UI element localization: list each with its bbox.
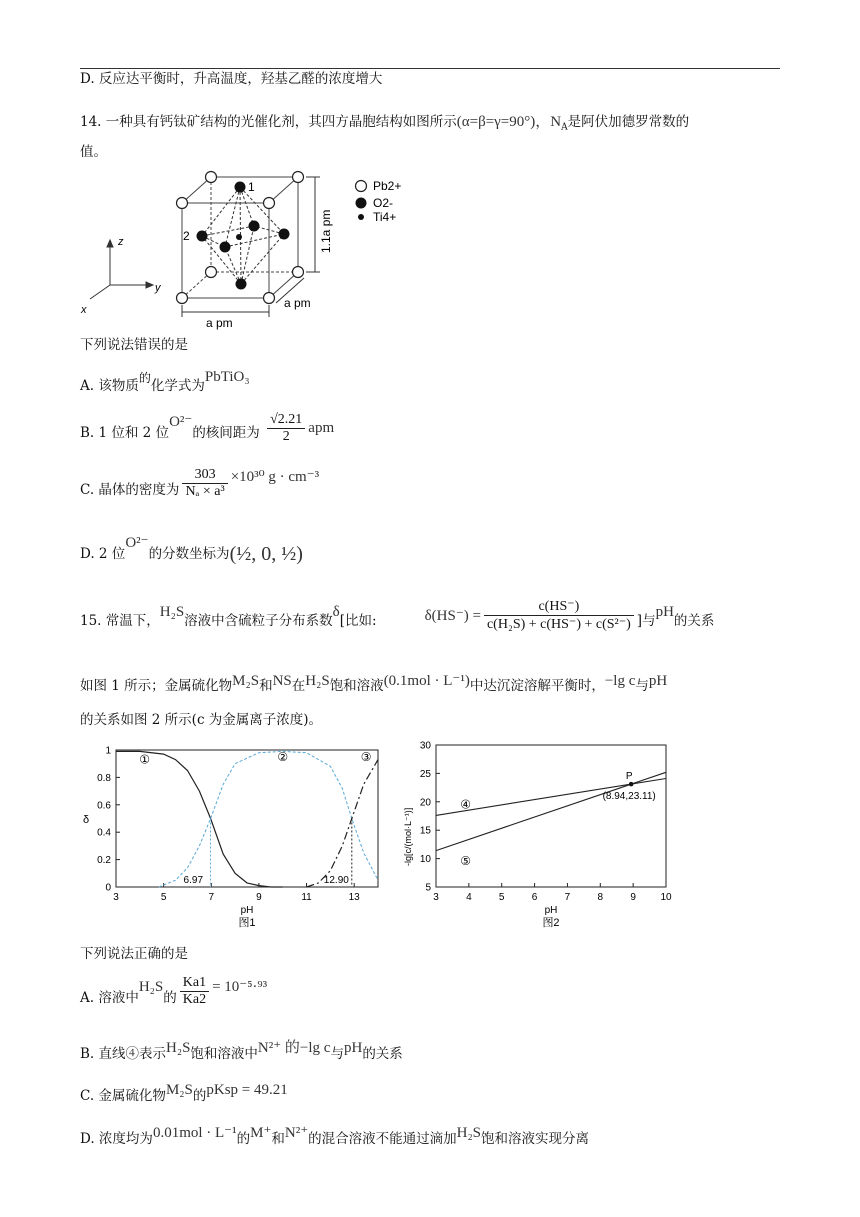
- o-atom: [197, 231, 208, 242]
- y-axis-label: δ: [83, 814, 90, 826]
- q15-prompt: 下列说法正确的是: [80, 946, 188, 962]
- x-tick-label: 11: [301, 892, 312, 903]
- x-tick-label: 13: [348, 892, 360, 903]
- pb-atom: [177, 198, 188, 209]
- delta-fraction: $\frac{c(HS^-)}{\text{c(H₂S) + c(HS⁻) + c(S²⁻)}}$: [484, 598, 634, 633]
- dim-height: 1.1a pm: [319, 209, 333, 253]
- formula: PbTiO₃: [204, 369, 250, 385]
- label-2: 2: [183, 229, 190, 243]
- chart-caption: 图1: [238, 917, 256, 929]
- o-atom: [236, 279, 247, 290]
- pb-atom: [264, 198, 275, 209]
- x-tick-label: 9: [630, 892, 636, 903]
- pb-atom: [264, 293, 275, 304]
- distance-fraction: $\frac{√2.21}{2}$: [267, 412, 305, 445]
- q14-option-d: D. 2 位O²⁻的分数坐标为(½, 0, ½): [80, 535, 303, 565]
- pb-atom: [206, 172, 217, 183]
- y-tick-label: 30: [419, 740, 431, 752]
- point-p-coord: (8.94,23.11): [602, 791, 656, 803]
- chart-figure-1: [78, 738, 388, 936]
- x-axis-label: pH: [544, 905, 558, 916]
- q14-angles: (α=β=γ=90°)，: [456, 114, 551, 130]
- point-p-label: P: [625, 771, 633, 783]
- annotation-6-97: 6.97: [183, 875, 204, 886]
- x-tick-label: 3: [433, 892, 439, 903]
- series-line: [116, 751, 283, 887]
- series-label: ②: [277, 749, 289, 764]
- pb-atom: [293, 267, 304, 278]
- y-tick-label: 0.4: [97, 827, 111, 839]
- x-tick-label: 10: [660, 892, 672, 903]
- q14-option-a: A. 该物质的化学式为PbTiO₃: [80, 369, 250, 394]
- q14-option-c: C. 晶体的密度为 $\frac{303}{\text{Nₐ × a³}}$ ×10³⁰ g · cm⁻³: [80, 467, 320, 499]
- q15-stem-line3: 的关系如图 2 所示(c 为金属离子浓度)。: [80, 712, 323, 728]
- y-tick-label: 0.8: [97, 772, 111, 784]
- q15-stem: 15. 常温下，H₂S溶液中含硫粒子分布系数δ[比如: δ(HS⁻) = $\frac{c(HS^-)}{\text{c(H₂S) + c(HS⁻) + c(S²⁻)}}$ ]与pH的关系: [80, 599, 715, 632]
- ti-atom: [236, 234, 242, 240]
- o-atom: [279, 229, 290, 240]
- y-axis-label: -lg[c/(mol·L⁻¹)]: [403, 807, 413, 866]
- o-atom: [235, 182, 246, 193]
- x-tick-label: 9: [256, 892, 262, 903]
- q15-option-c: C. 金属硫化物M₂S的pKsp = 49.21: [80, 1082, 288, 1104]
- annotation-12-90: 12.90: [323, 875, 349, 886]
- series-label: ④: [460, 797, 471, 812]
- series-label: ①: [139, 752, 150, 767]
- series-label: ③: [360, 749, 372, 764]
- y-tick-label: 5: [425, 882, 431, 894]
- pb-atom: [177, 293, 188, 304]
- x-axis-label: pH: [240, 905, 254, 916]
- dim-width: a pm: [206, 316, 233, 330]
- chart-figure-2: [398, 738, 688, 936]
- q15-option-a: A. 溶液中H₂S的 $\frac{Ka1}{Ka2}$ = 10⁻⁵·⁹³: [80, 975, 268, 1007]
- y-tick-label: 10: [419, 854, 431, 866]
- fractional-coord: (½, 0, ½): [229, 543, 303, 565]
- axis-y: y: [155, 282, 161, 294]
- x-tick-label: 5: [160, 892, 167, 903]
- plot-frame: [116, 750, 378, 887]
- label-1: 1: [248, 180, 255, 194]
- legend-pb: Pb2+: [373, 179, 402, 193]
- x-tick-label: 6: [531, 892, 538, 903]
- y-tick-label: 0.2: [97, 855, 111, 867]
- legend-ti-marker: [358, 214, 364, 220]
- crystal-cell-figure: [78, 165, 418, 330]
- pb-atom: [206, 267, 217, 278]
- axis-z: z: [118, 236, 124, 248]
- y-tick-label: 0.6: [97, 800, 111, 812]
- x-tick-label: 3: [113, 892, 119, 903]
- dim-depth: a pm: [284, 296, 311, 310]
- q15-stem-line2: 如图 1 所示；金属硫化物M₂S和NS在H₂S饱和溶液(0.1mol · L⁻¹)中达沉淀溶解平衡时，−lg c与pH: [80, 673, 668, 694]
- density-fraction: $\frac{303}{\text{Nₐ × a³}}$: [182, 467, 227, 500]
- chart-caption: 图2: [542, 917, 560, 929]
- x-tick-label: 4: [466, 892, 472, 903]
- y-tick-label: 15: [419, 825, 431, 837]
- legend-o: O2-: [373, 196, 394, 210]
- y-tick-label: 1: [105, 745, 111, 757]
- x-tick-label: 7: [208, 892, 215, 903]
- ka-ratio-fraction: $\frac{Ka1}{Ka2}$: [180, 975, 209, 1008]
- q14-option-b: B. 1 位和 2 位O²⁻的核间距为 $\frac{√2.21}{2}$ apm: [80, 412, 335, 444]
- x-tick-label: 7: [564, 892, 571, 903]
- series-line: [307, 760, 379, 887]
- o-atom: [249, 221, 260, 232]
- q14-prompt: 下列说法错误的是: [80, 337, 188, 353]
- series-label: ⑤: [460, 853, 471, 868]
- q14-stem-cont: 值。: [80, 144, 107, 160]
- legend-ti: Ti4+: [373, 210, 397, 224]
- pb-atom: [293, 172, 304, 183]
- legend-pb-marker: [356, 181, 367, 192]
- top-rule: [80, 68, 780, 69]
- point-p: [629, 782, 634, 787]
- x-tick-label: 8: [597, 892, 604, 903]
- q14-stem: 14. 一种具有钙钛矿结构的光催化剂，其四方晶胞结构如图所示(α=β=γ=90°)，$N_A$是阿伏加德罗常数的: [80, 114, 690, 133]
- y-tick-label: 0: [105, 882, 111, 894]
- y-tick-label: 25: [419, 768, 431, 780]
- o-atom: [220, 242, 231, 253]
- x-tick-label: 5: [498, 892, 505, 903]
- series-line: [159, 751, 378, 887]
- axis-x: x: [81, 304, 87, 316]
- legend-o-marker: [356, 198, 367, 209]
- q15-option-d: D. 浓度均为0.01mol · L⁻¹的M⁺和N²⁺的混合溶液不能通过滴加H₂S饱和溶液实现分离: [80, 1125, 590, 1147]
- y-tick-label: 20: [419, 797, 431, 809]
- q13-option-d: D. 反应达平衡时，升高温度，羟基乙醛的浓度增大: [80, 71, 383, 87]
- q15-option-b: B. 直线④表示H₂S饱和溶液中N²⁺ 的−lg c与pH的关系: [80, 1040, 403, 1062]
